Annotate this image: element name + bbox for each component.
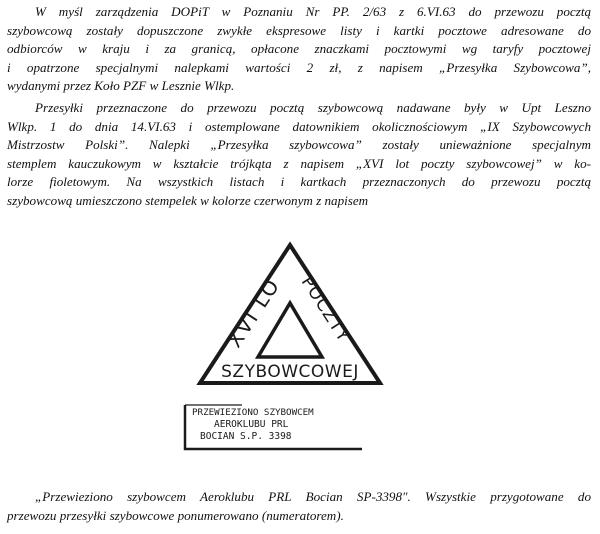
triangle-stamp-graphic: [196, 241, 384, 389]
text-line: lorze fioletowym. Na wszystkich listach i kartkach przeznaczonych do przewozu pocztą: [7, 174, 591, 190]
triangle-left-text: XVI LO: [222, 273, 285, 352]
stamp-line-1: PRZEWIEZIONO SZYBOWCEM: [192, 407, 314, 418]
triangle-bottom-text: SZYBOWCOWEJ: [221, 362, 359, 382]
stamp-line-2: AEROKLUBU PRL: [214, 419, 289, 430]
text-line: szybowcową umieszczono stempelek w kolorze czerwonym z napisem: [7, 192, 369, 208]
text-line: „Przewieziono szybowcem Aeroklubu PRL Bocian SP-3398". Wszystkie przygotowane do: [35, 489, 591, 504]
text-line: Wlkp. 1 do dnia 14.VI.63 i ostemplowane datownikiem okolicznościowym „IX Szybowcowych: [7, 118, 591, 134]
text-line: odbiorców w kraju i za granicą, opłacone znaczkami pocztowymi wg taryfy pocztowej: [7, 41, 591, 57]
text-line: Mistrzostw Polski”. Nalepki „Przesyłka szybowcowa” zostały unieważnione specjalnym: [7, 137, 591, 153]
glider-transport-stamp: [182, 401, 370, 453]
paragraph-3: [7, 488, 591, 525]
text-line: stemplem kauczukowym w kształcie trójkąta z napisem „XVI lot poczty szybowcowej” w ko-: [7, 155, 591, 171]
text-line: przewozu przesyłki szybowcowe ponumerowano (numeratorem).: [7, 507, 344, 523]
triangle-stamp: [196, 241, 384, 389]
triangle-right-text: POCZTY: [296, 272, 354, 346]
text-line: wydanymi przez Koło PZF w Lesznie Wlkp.: [7, 78, 235, 94]
stamp-line-3: BOCIAN S.P. 3398: [200, 431, 292, 442]
paragraph-1: [7, 3, 591, 96]
text-line: Przesyłki przeznaczone do przewozu pocztą szybowcową nadawane były w Upt Leszno: [35, 100, 591, 115]
paragraph-2: [7, 99, 591, 211]
text-line: szybowcową zostały dopuszczone zwykłe ekspresowe listy i kartki pocztowe adresowane do: [7, 22, 591, 38]
text-line: W myśl zarządzenia DOPiT w Poznaniu Nr PP. 2/63 z 6.VI.63 do przewozu pocztą: [35, 4, 591, 19]
text-line: i opatrzone specjalnymi nalepkami wartości 2 zł, z napisem „Przesyłka Szybowcowa”,: [7, 59, 591, 75]
